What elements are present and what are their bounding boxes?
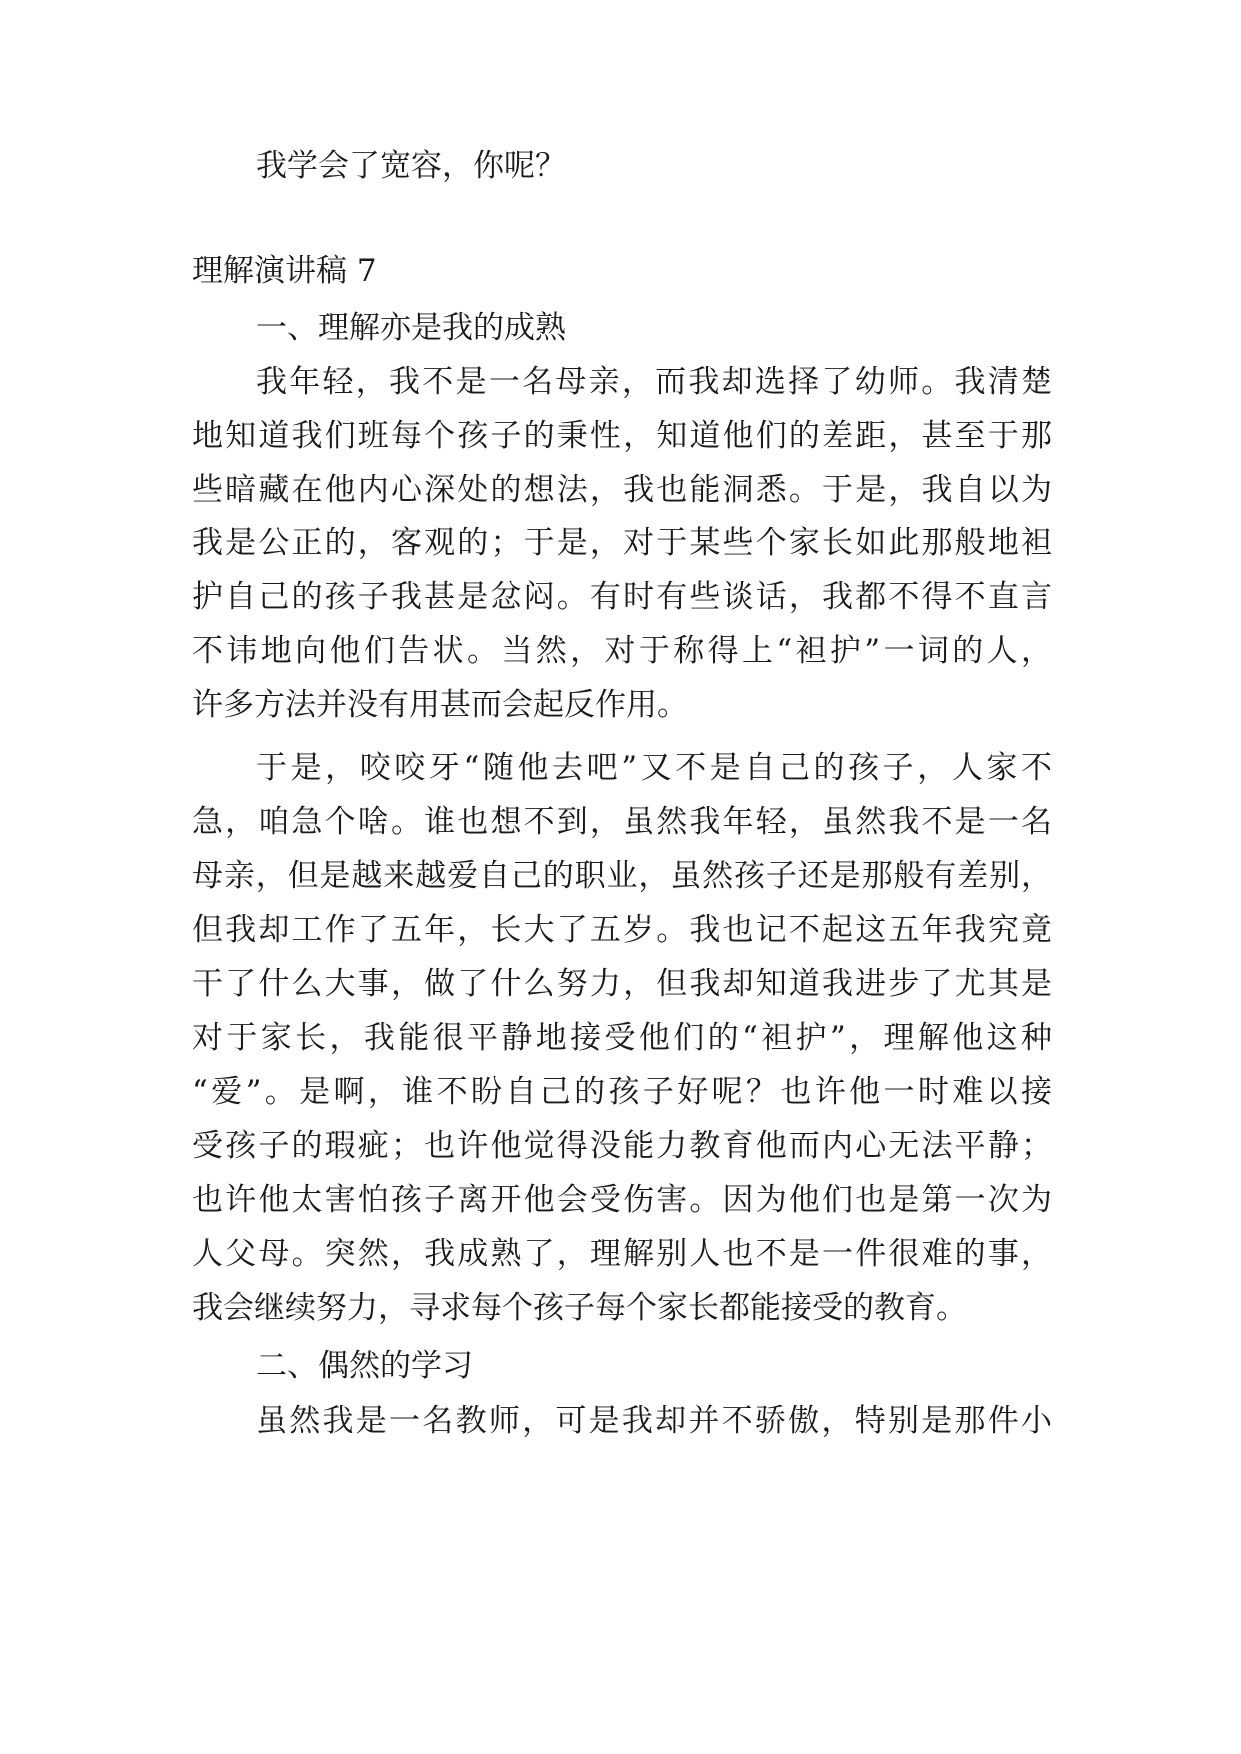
paragraph-line: 急，咱急个啥。谁也想不到，虽然我年轻，虽然我不是一名 [192,804,1052,840]
heading-two: 二、偶然的学习 [256,1348,473,1384]
paragraph-line: 受孩子的瑕疵；也许他觉得没能力教育他而内心无法平静； [192,1128,1052,1164]
paragraph-line: 母亲，但是越来越爱自己的职业，虽然孩子还是那般有差别， [192,858,1052,894]
paragraph-line: 我会继续努力，寻求每个孩子每个家长都能接受的教育。 [192,1290,967,1326]
paragraph-line: 我是公正的，客观的；于是，对于某些个家长如此那般地袒 [192,525,1052,561]
paragraph-line: 些暗藏在他内心深处的想法，我也能洞悉。于是，我自以为 [192,472,1052,508]
paragraph-line: 地知道我们班每个孩子的秉性，知道他们的差距，甚至于那 [192,418,1052,454]
paragraph-line: “爱”。是啊，谁不盼自己的孩子好呢？也许他一时难以接 [192,1074,1052,1110]
paragraph-line: 对于家长，我能很平静地接受他们的“袒护”，理解他这种 [192,1020,1052,1056]
paragraph-line: 护自己的孩子我甚是忿闷。有时有些谈话，我都不得不直言 [192,579,1052,615]
paragraph-line: 不讳地向他们告状。当然，对于称得上“袒护”一词的人， [192,633,1052,669]
paragraph-line: 我年轻，我不是一名母亲，而我却选择了幼师。我清楚 [256,364,1052,400]
paragraph-line: 虽然我是一名教师，可是我却并不骄傲，特别是那件小 [256,1403,1052,1439]
paragraph-line: 许多方法并没有用甚而会起反作用。 [192,687,688,723]
closing-line: 我学会了宽容，你呢？ [256,148,566,184]
paragraph-line: 人父母。突然，我成熟了，理解别人也不是一件很难的事， [192,1236,1052,1272]
paragraph-line: 也许他太害怕孩子离开他会受伤害。因为他们也是第一次为 [192,1182,1052,1218]
paragraph-line: 于是，咬咬牙“随他去吧”又不是自己的孩子，人家不 [256,750,1052,786]
heading-one: 一、理解亦是我的成熟 [256,310,566,346]
section-title: 理解演讲稿 7 [192,253,377,289]
paragraph-line: 干了什么大事，做了什么努力，但我却知道我进步了尤其是 [192,966,1052,1002]
paragraph-line: 但我却工作了五年，长大了五岁。我也记不起这五年我究竟 [192,912,1052,948]
